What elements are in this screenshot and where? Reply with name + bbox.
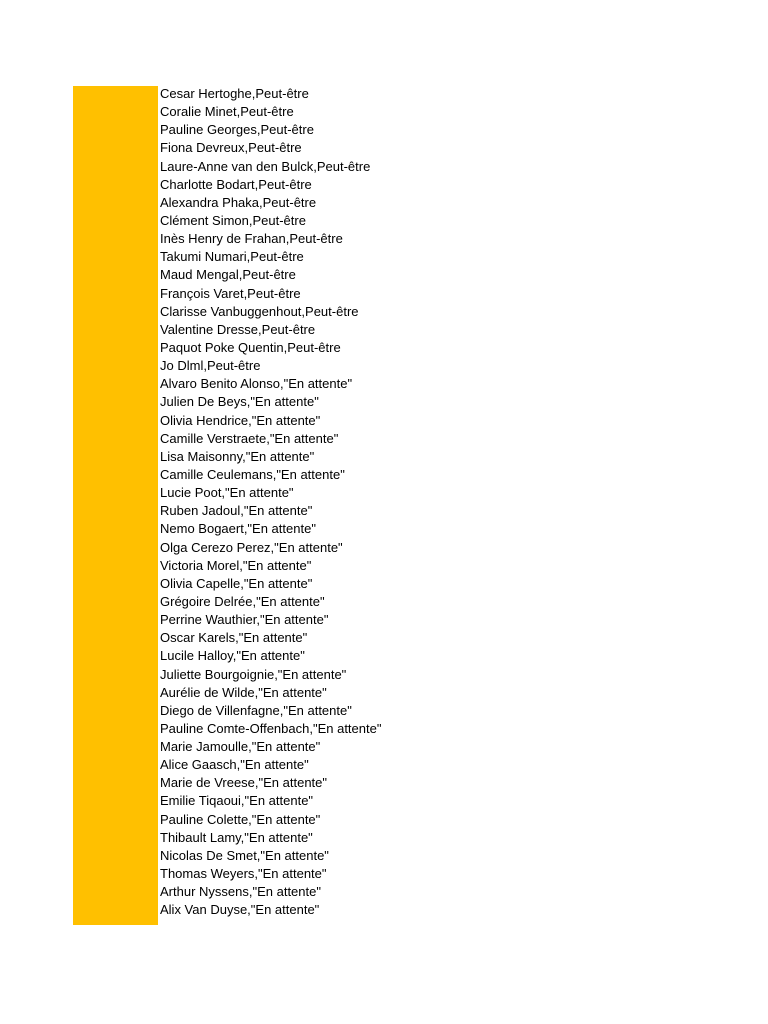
list-item: Clarisse Vanbuggenhout,Peut-être — [160, 303, 359, 319]
list-item: Laure-Anne van den Bulck,Peut-être — [160, 158, 371, 174]
list-item: Maud Mengal,Peut-être — [160, 267, 296, 283]
list-item: Fiona Devreux,Peut-être — [160, 140, 302, 156]
list-item: François Varet,Peut-être — [160, 285, 301, 301]
list-item: Julien De Beys,"En attente" — [160, 394, 319, 410]
list-item: Pauline Georges,Peut-être — [160, 122, 314, 138]
list-item: Camille Ceulemans,"En attente" — [160, 466, 345, 482]
list-item: Olga Cerezo Perez,"En attente" — [160, 539, 343, 555]
list-item: Inès Henry de Frahan,Peut-être — [160, 231, 343, 247]
list-item: Alice Gaasch,"En attente" — [160, 757, 309, 773]
list-item: Nicolas De Smet,"En attente" — [160, 847, 329, 863]
list-item: Pauline Colette,"En attente" — [160, 811, 321, 827]
list-item: Alvaro Benito Alonso,"En attente" — [160, 376, 353, 392]
list-item: Camille Verstraete,"En attente" — [160, 430, 339, 446]
list-item: Clément Simon,Peut-être — [160, 212, 306, 228]
list-item: Alexandra Phaka,Peut-être — [160, 194, 317, 210]
list-item: Marie Jamoulle,"En attente" — [160, 739, 321, 755]
list-item: Lucie Poot,"En attente" — [160, 485, 294, 501]
list-item: Emilie Tiqaoui,"En attente" — [160, 793, 314, 809]
list-item: Victoria Morel,"En attente" — [160, 557, 312, 573]
list-item: Thibault Lamy,"En attente" — [160, 829, 313, 845]
list-item: Pauline Comte-Offenbach,"En attente" — [160, 720, 382, 736]
list-item: Cesar Hertoghe,Peut-être — [160, 86, 309, 101]
list-item: Jo Dlml,Peut-être — [160, 358, 261, 374]
list-item: Ruben Jadoul,"En attente" — [160, 503, 313, 519]
list-item: Olivia Capelle,"En attente" — [160, 575, 313, 591]
list-item: Valentine Dresse,Peut-être — [160, 321, 316, 337]
list-item: Diego de Villenfagne,"En attente" — [160, 702, 352, 718]
list-item: Charlotte Bodart,Peut-être — [160, 176, 312, 192]
list-item: Olivia Hendrice,"En attente" — [160, 412, 321, 428]
list-item: Paquot Poke Quentin,Peut-être — [160, 339, 341, 355]
list-item: Lucile Halloy,"En attente" — [160, 648, 305, 664]
list-item: Aurélie de Wilde,"En attente" — [160, 684, 327, 700]
list-item: Lisa Maisonny,"En attente" — [160, 448, 315, 464]
list-item: Perrine Wauthier,"En attente" — [160, 612, 329, 628]
list-item: Alix Van Duyse,"En attente" — [160, 902, 320, 918]
list-item: Marie de Vreese,"En attente" — [160, 775, 328, 791]
list-item: Nemo Bogaert,"En attente" — [160, 521, 316, 537]
list-item: Takumi Numari,Peut-être — [160, 249, 304, 265]
list-item: Juliette Bourgoignie,"En attente" — [160, 666, 347, 682]
list-item: Coralie Minet,Peut-être — [160, 104, 294, 120]
list-item: Arthur Nyssens,"En attente" — [160, 884, 321, 900]
list-item: Grégoire Delrée,"En attente" — [160, 593, 325, 609]
list-item: Thomas Weyers,"En attente" — [160, 866, 327, 882]
accent-bar — [73, 86, 158, 925]
attendee-list — [160, 85, 381, 919]
list-item: Oscar Karels,"En attente" — [160, 630, 308, 646]
